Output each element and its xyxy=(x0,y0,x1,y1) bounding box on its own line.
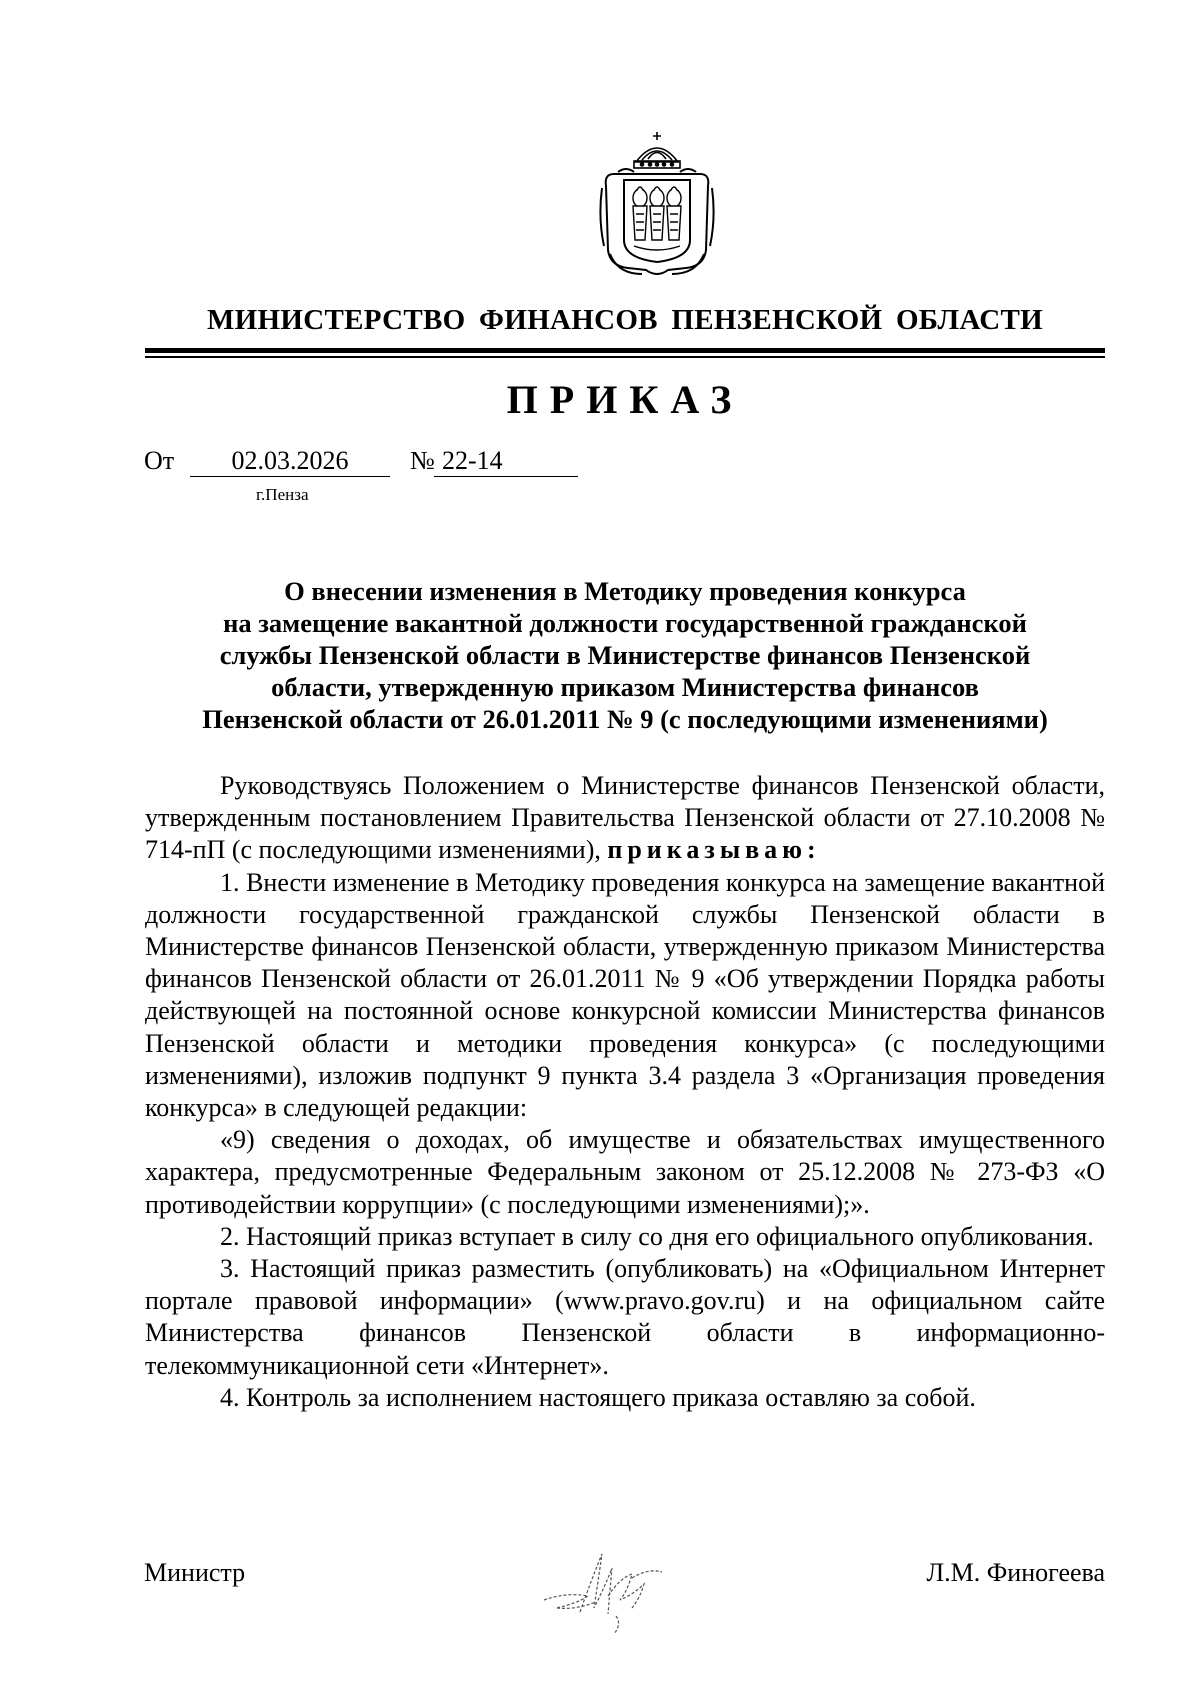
signatory-name: Л.М. Финогеева xyxy=(926,1558,1105,1587)
document-type: ПРИКАЗ xyxy=(506,377,744,422)
title-line: на замещение вакантной должности государственной гражданской xyxy=(223,608,1027,638)
document-number: 22-14 xyxy=(434,446,578,477)
item-1-paragraph: 1. Внести изменение в Методику проведения конкурса на замещение вакантной должности государственной гражданской службы Пензенской области в Министерстве финансов Пензенской области, утвержденную приказом Министерства финансов Пензенской области от 26.01.2011 № 9 «Об утверждении Порядка работы действующей на постоянной основе конкурсной комиссии Министерства финансов Пензенской области и методики проведения конкурса» (с последующими изменениями), изложив подпункт 9 пункта 3.4 раздела 3 «Организация проведения конкурса» в следующей редакции: xyxy=(145,867,1105,1123)
preamble-paragraph xyxy=(145,770,1105,867)
signature-icon xyxy=(536,1538,676,1638)
item-2-paragraph: 2. Настоящий приказ вступает в силу со дня его официального опубликования. xyxy=(220,1221,1094,1251)
item-4-paragraph: 4. Контроль за исполнением настоящего приказа оставляю за собой. xyxy=(220,1382,976,1412)
item-3-paragraph: 3. Настоящий приказ разместить (опубликовать) на «Официальном Интернет портале правовой информации» (www.pravo.gov.ru) и на официальном сайте Министерства финансов Пензенской области в информационно-телекоммуникационной сети «Интернет». xyxy=(145,1254,1105,1380)
coat-of-arms-icon xyxy=(598,128,716,280)
document-date: 02.03.2026 xyxy=(190,446,390,477)
title-line: О внесении изменения в Методику проведения конкурса xyxy=(284,576,966,606)
title-line: службы Пензенской области в Министерстве финансов Пензенской xyxy=(219,640,1031,670)
preamble-text: Руководствуясь Положением о Министерстве финансов Пензенской области, утвержденным постановлением Правительства Пензенской области от 27.10.2008 № 714-пП (с последующими изменениями), xyxy=(145,771,1105,865)
title-line: области, утвержденную приказом Министерства финансов xyxy=(271,672,979,702)
signatory-position: Министр xyxy=(144,1558,246,1587)
item-1-quote-paragraph: «9) сведения о доходах, об имуществе и обязательствах имущественного характера, предусмотренные Федеральным законом от 25.12.2008 № 273-ФЗ «О противодействии коррупции» (с последующими изменениями);». xyxy=(145,1125,1105,1219)
header-divider-thick xyxy=(145,348,1105,353)
number-label: № xyxy=(410,446,435,475)
document-title xyxy=(145,575,1105,735)
organization-name: МИНИСТЕРСТВО ФИНАНСОВ ПЕНЗЕНСКОЙ ОБЛАСТИ xyxy=(206,304,1044,336)
city: г.Пенза xyxy=(256,485,309,504)
directive-word: приказываю: xyxy=(607,835,821,865)
date-label: От xyxy=(144,446,175,475)
document-body xyxy=(145,770,1105,1414)
title-line: Пензенской области от 26.01.2011 № 9 (с последующими изменениями) xyxy=(202,704,1048,734)
header-divider-thin xyxy=(145,356,1105,358)
